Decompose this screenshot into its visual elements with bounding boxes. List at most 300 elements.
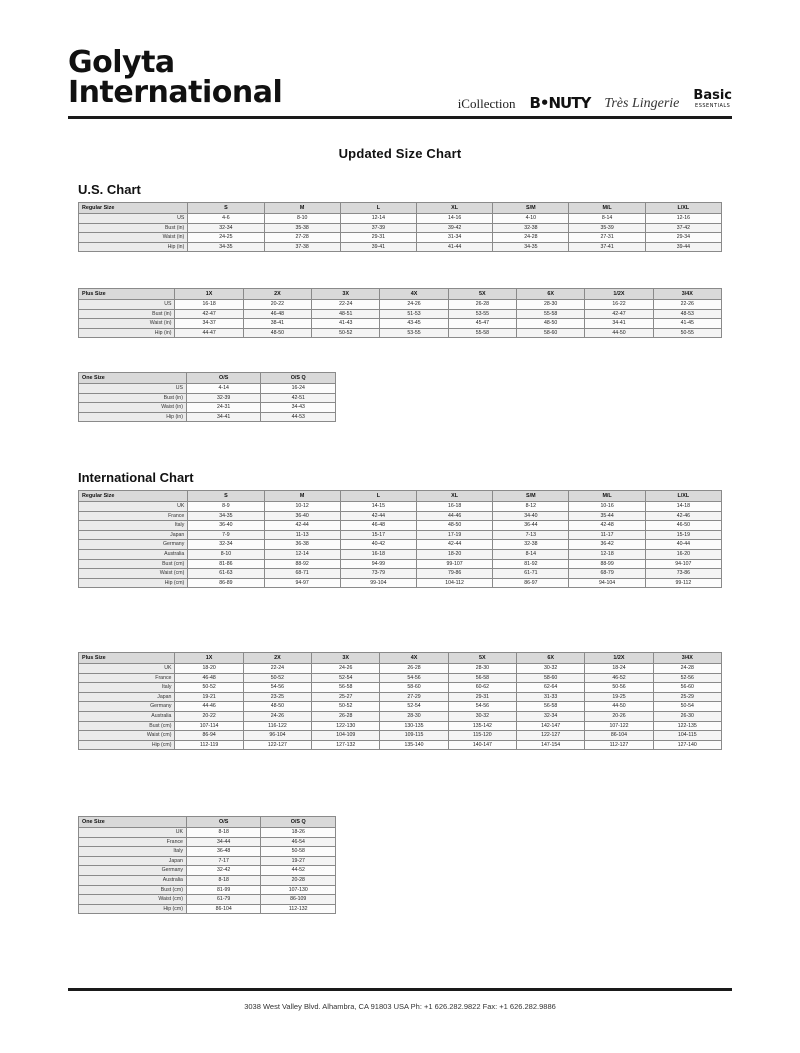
table-cell: 127-132 xyxy=(312,740,380,750)
table-cell: 41-44 xyxy=(417,242,493,252)
table-cell: 37-41 xyxy=(569,242,645,252)
table-cell: 11-13 xyxy=(264,530,340,540)
table-row xyxy=(79,223,722,233)
table-cell: 4-6 xyxy=(188,214,264,224)
column-header-size: O/S xyxy=(186,817,261,828)
table-cell: 46-54 xyxy=(261,837,336,847)
table-row xyxy=(79,521,722,531)
table-cell: 56-58 xyxy=(448,673,516,683)
column-header-size: O/S Q xyxy=(261,817,336,828)
table-cell: 36-42 xyxy=(569,540,645,550)
table-cell: 94-104 xyxy=(569,578,645,588)
table-cell: 42-51 xyxy=(261,393,336,403)
table-cell: 94-107 xyxy=(645,559,721,569)
table-cell: 19-27 xyxy=(261,856,336,866)
table-row xyxy=(79,242,722,252)
column-header-size: 1X xyxy=(175,289,243,300)
table-cell: 52-54 xyxy=(380,702,448,712)
row-label: Italy xyxy=(79,683,175,693)
table-cell: 26-28 xyxy=(380,664,448,674)
table-cell: 20-22 xyxy=(175,711,243,721)
table-cell: 73-86 xyxy=(645,569,721,579)
table-cell: 50-52 xyxy=(312,328,380,338)
table-cell: 142-147 xyxy=(517,721,585,731)
table-row xyxy=(79,866,336,876)
table-cell: 31-33 xyxy=(517,692,585,702)
column-header-size: L xyxy=(340,203,416,214)
footer-address: 3038 West Valley Blvd. Alhambra, CA 91803 USA Ph: +1 626.282.9822 Fax: +1 626.282.9886 xyxy=(244,1002,556,1011)
row-label: Bust (cm) xyxy=(79,721,175,731)
table-row xyxy=(79,711,722,721)
table-cell: 44-50 xyxy=(585,328,653,338)
column-header-size: O/S xyxy=(186,373,261,384)
column-header-size: 4X xyxy=(380,289,448,300)
table-cell: 50-55 xyxy=(653,328,721,338)
table-row xyxy=(79,578,722,588)
table-cell: 37-39 xyxy=(340,223,416,233)
table-cell: 37-42 xyxy=(645,223,721,233)
row-label: Italy xyxy=(79,847,187,857)
table-row xyxy=(79,673,722,683)
table-row xyxy=(79,300,722,310)
table-cell: 14-18 xyxy=(645,502,721,512)
table-cell: 38-41 xyxy=(243,319,311,329)
table-cell: 99-107 xyxy=(417,559,493,569)
row-label: Hip (in) xyxy=(79,328,175,338)
row-label: UK xyxy=(79,828,187,838)
table-cell: 122-127 xyxy=(517,731,585,741)
table-cell: 37-38 xyxy=(264,242,340,252)
brand-tres-lingerie: Très Lingerie xyxy=(604,96,680,111)
table-cell: 35-38 xyxy=(264,223,340,233)
table-cell: 41-43 xyxy=(312,319,380,329)
column-header-size: S xyxy=(188,491,264,502)
table-row xyxy=(79,664,722,674)
row-label: Waist (cm) xyxy=(79,569,188,579)
table-cell: 15-19 xyxy=(645,530,721,540)
column-header-size: 1/2X xyxy=(585,289,653,300)
row-label: US xyxy=(79,300,175,310)
table-row xyxy=(79,549,722,559)
table-cell: 34-35 xyxy=(188,511,264,521)
table-cell: 32-38 xyxy=(493,540,569,550)
table-cell: 24-26 xyxy=(312,664,380,674)
column-header-category: Regular Size xyxy=(79,491,188,502)
table-cell: 29-34 xyxy=(645,233,721,243)
table-cell: 16-18 xyxy=(417,502,493,512)
column-header-category: Plus Size xyxy=(79,289,175,300)
brand-basic-sub: ESSENTIALS xyxy=(695,103,731,109)
table-cell: 28-30 xyxy=(448,664,516,674)
table-cell: 14-15 xyxy=(340,502,416,512)
table-cell: 22-26 xyxy=(653,300,721,310)
table-cell: 19-25 xyxy=(585,692,653,702)
table-cell: 135-140 xyxy=(380,740,448,750)
table-cell: 147-154 xyxy=(517,740,585,750)
table-cell: 42-47 xyxy=(175,309,243,319)
table-cell: 24-31 xyxy=(186,403,261,413)
row-label: Hip (cm) xyxy=(79,904,187,914)
table-cell: 53-55 xyxy=(448,309,516,319)
table-cell: 112-132 xyxy=(261,904,336,914)
table-cell: 8-14 xyxy=(569,214,645,224)
table-cell: 45-47 xyxy=(448,319,516,329)
table-cell: 50-58 xyxy=(261,847,336,857)
table-cell: 22-24 xyxy=(243,664,311,674)
row-label: Bust (in) xyxy=(79,223,188,233)
table-cell: 107-122 xyxy=(585,721,653,731)
table-cell: 12-14 xyxy=(264,549,340,559)
table-cell: 51-53 xyxy=(380,309,448,319)
table-row xyxy=(79,847,336,857)
table-cell: 42-48 xyxy=(569,521,645,531)
table-cell: 12-18 xyxy=(569,549,645,559)
table-cell: 32-42 xyxy=(186,866,261,876)
table-cell: 7-13 xyxy=(493,530,569,540)
table-us-one-size xyxy=(78,372,336,422)
table-cell: 135-142 xyxy=(448,721,516,731)
table-row xyxy=(79,895,336,905)
table-cell: 46-48 xyxy=(175,673,243,683)
table-international-plus-size xyxy=(78,652,722,750)
table-cell: 53-55 xyxy=(380,328,448,338)
table-row xyxy=(79,721,722,731)
column-header-size: 2X xyxy=(243,653,311,664)
table-us-regular-size xyxy=(78,202,722,252)
table-cell: 44-50 xyxy=(585,702,653,712)
table-cell: 34-37 xyxy=(175,319,243,329)
table-cell: 107-130 xyxy=(261,885,336,895)
table-cell: 11-17 xyxy=(569,530,645,540)
column-header-size: 4X xyxy=(380,653,448,664)
table-row xyxy=(79,540,722,550)
table-row xyxy=(79,309,722,319)
table-cell: 29-31 xyxy=(448,692,516,702)
table-cell: 10-16 xyxy=(569,502,645,512)
section-title-international-chart: International Chart xyxy=(78,470,194,485)
table-cell: 44-46 xyxy=(175,702,243,712)
table-cell: 55-58 xyxy=(448,328,516,338)
table-cell: 81-92 xyxy=(493,559,569,569)
column-header-category: Plus Size xyxy=(79,653,175,664)
row-label: Bust (in) xyxy=(79,309,175,319)
header-divider xyxy=(68,116,732,119)
table-cell: 34-44 xyxy=(186,837,261,847)
table-cell: 24-28 xyxy=(493,233,569,243)
brand-logo-bar xyxy=(406,88,732,112)
row-label: Bust (cm) xyxy=(79,559,188,569)
table-cell: 60-62 xyxy=(448,683,516,693)
table-cell: 115-120 xyxy=(448,731,516,741)
table-cell: 36-48 xyxy=(186,847,261,857)
table-cell: 39-44 xyxy=(645,242,721,252)
table-cell: 130-135 xyxy=(380,721,448,731)
table-cell: 28-30 xyxy=(380,711,448,721)
table-cell: 39-41 xyxy=(340,242,416,252)
table-cell: 16-18 xyxy=(340,549,416,559)
table-cell: 26-28 xyxy=(312,711,380,721)
table-cell: 50-56 xyxy=(585,683,653,693)
table-cell: 16-20 xyxy=(645,549,721,559)
table-cell: 73-79 xyxy=(340,569,416,579)
table-header-row xyxy=(79,373,336,384)
table-cell: 8-18 xyxy=(186,875,261,885)
table-row xyxy=(79,511,722,521)
table-header-row xyxy=(79,817,336,828)
table-cell: 40-42 xyxy=(340,540,416,550)
row-label: Hip (in) xyxy=(79,412,187,422)
column-header-size: 3X xyxy=(312,289,380,300)
table-row xyxy=(79,740,722,750)
table-row xyxy=(79,692,722,702)
table-cell: 56-60 xyxy=(653,683,721,693)
table-cell: 104-109 xyxy=(312,731,380,741)
column-header-size: O/S Q xyxy=(261,373,336,384)
table-cell: 32-39 xyxy=(186,393,261,403)
table-cell: 32-34 xyxy=(188,540,264,550)
table-cell: 81-99 xyxy=(186,885,261,895)
column-header-category: One Size xyxy=(79,817,187,828)
footer-divider xyxy=(68,988,732,991)
table-cell: 43-45 xyxy=(380,319,448,329)
table-cell: 22-24 xyxy=(312,300,380,310)
table-cell: 81-86 xyxy=(188,559,264,569)
column-header-size: XL xyxy=(417,491,493,502)
section-title-us-chart: U.S. Chart xyxy=(78,182,141,197)
table-row xyxy=(79,233,722,243)
table-row xyxy=(79,828,336,838)
table-cell: 58-60 xyxy=(517,673,585,683)
table-row xyxy=(79,875,336,885)
column-header-size: 6X xyxy=(517,653,585,664)
table-cell: 27-29 xyxy=(380,692,448,702)
table-cell: 36-40 xyxy=(264,511,340,521)
table-cell: 46-50 xyxy=(645,521,721,531)
table-cell: 10-12 xyxy=(264,502,340,512)
table-cell: 32-34 xyxy=(188,223,264,233)
table-cell: 28-30 xyxy=(517,300,585,310)
table-cell: 48-51 xyxy=(312,309,380,319)
table-cell: 18-24 xyxy=(585,664,653,674)
row-label: UK xyxy=(79,502,188,512)
table-cell: 24-26 xyxy=(243,711,311,721)
table-cell: 86-97 xyxy=(493,578,569,588)
table-cell: 61-63 xyxy=(188,569,264,579)
table-cell: 30-32 xyxy=(517,664,585,674)
table-cell: 86-94 xyxy=(175,731,243,741)
table-cell: 8-14 xyxy=(493,549,569,559)
column-header-size: 1X xyxy=(175,653,243,664)
table-row xyxy=(79,904,336,914)
row-label: Japan xyxy=(79,856,187,866)
table-cell: 44-47 xyxy=(175,328,243,338)
table-cell: 26-28 xyxy=(448,300,516,310)
column-header-size: L/XL xyxy=(645,203,721,214)
table-cell: 31-34 xyxy=(417,233,493,243)
table-cell: 94-99 xyxy=(340,559,416,569)
table-cell: 127-140 xyxy=(653,740,721,750)
table-cell: 15-17 xyxy=(340,530,416,540)
table-row xyxy=(79,384,336,394)
table-cell: 79-86 xyxy=(417,569,493,579)
table-cell: 17-19 xyxy=(417,530,493,540)
table-cell: 86-104 xyxy=(186,904,261,914)
table-cell: 16-24 xyxy=(261,384,336,394)
table-cell: 14-16 xyxy=(417,214,493,224)
table-cell: 86-104 xyxy=(585,731,653,741)
table-row xyxy=(79,530,722,540)
column-header-size: 6X xyxy=(517,289,585,300)
table-row xyxy=(79,559,722,569)
row-label: Australia xyxy=(79,711,175,721)
row-label: Hip (in) xyxy=(79,242,188,252)
column-header-size: M/L xyxy=(569,203,645,214)
column-header-size: 3/4X xyxy=(653,289,721,300)
table-cell: 55-58 xyxy=(517,309,585,319)
table-cell: 116-122 xyxy=(243,721,311,731)
brand-basic xyxy=(693,90,732,112)
table-row xyxy=(79,214,722,224)
table-cell: 56-58 xyxy=(517,702,585,712)
table-cell: 61-71 xyxy=(493,569,569,579)
table-cell: 122-135 xyxy=(653,721,721,731)
table-cell: 25-27 xyxy=(312,692,380,702)
table-header-row xyxy=(79,491,722,502)
row-label: Bust (in) xyxy=(79,393,187,403)
table-cell: 24-26 xyxy=(380,300,448,310)
table-cell: 34-40 xyxy=(493,511,569,521)
table-cell: 48-50 xyxy=(417,521,493,531)
table-cell: 50-54 xyxy=(653,702,721,712)
table-cell: 50-52 xyxy=(243,673,311,683)
table-cell: 104-112 xyxy=(417,578,493,588)
table-row xyxy=(79,502,722,512)
table-cell: 50-52 xyxy=(312,702,380,712)
row-label: Bust (cm) xyxy=(79,885,187,895)
table-cell: 8-18 xyxy=(186,828,261,838)
table-cell: 58-60 xyxy=(517,328,585,338)
table-cell: 42-47 xyxy=(585,309,653,319)
column-header-size: 3/4X xyxy=(653,653,721,664)
table-cell: 94-97 xyxy=(264,578,340,588)
column-header-size: 5X xyxy=(448,653,516,664)
table-cell: 34-35 xyxy=(188,242,264,252)
table-cell: 96-104 xyxy=(243,731,311,741)
table-cell: 36-38 xyxy=(264,540,340,550)
table-cell: 40-44 xyxy=(645,540,721,550)
table-cell: 8-9 xyxy=(188,502,264,512)
table-cell: 12-16 xyxy=(645,214,721,224)
table-row xyxy=(79,412,336,422)
table-cell: 46-48 xyxy=(340,521,416,531)
table-cell: 42-44 xyxy=(264,521,340,531)
column-header-size: S/M xyxy=(493,203,569,214)
table-cell: 7-9 xyxy=(188,530,264,540)
table-cell: 18-26 xyxy=(261,828,336,838)
row-label: US xyxy=(79,384,187,394)
table-cell: 25-29 xyxy=(653,692,721,702)
table-cell: 44-46 xyxy=(417,511,493,521)
table-cell: 27-31 xyxy=(569,233,645,243)
row-label: Hip (cm) xyxy=(79,740,175,750)
table-cell: 34-41 xyxy=(585,319,653,329)
table-cell: 16-22 xyxy=(585,300,653,310)
table-row xyxy=(79,393,336,403)
table-cell: 7-17 xyxy=(186,856,261,866)
table-cell: 56-58 xyxy=(312,683,380,693)
table-cell: 8-10 xyxy=(264,214,340,224)
table-cell: 54-56 xyxy=(243,683,311,693)
table-header-row xyxy=(79,203,722,214)
column-header-size: M xyxy=(264,491,340,502)
table-row xyxy=(79,731,722,741)
table-cell: 41-45 xyxy=(653,319,721,329)
table-row xyxy=(79,702,722,712)
table-row xyxy=(79,856,336,866)
table-cell: 16-18 xyxy=(175,300,243,310)
table-cell: 54-56 xyxy=(448,702,516,712)
table-cell: 8-10 xyxy=(188,549,264,559)
row-label: France xyxy=(79,673,175,683)
table-row xyxy=(79,403,336,413)
table-header-row xyxy=(79,653,722,664)
table-cell: 86-109 xyxy=(261,895,336,905)
table-cell: 54-56 xyxy=(380,673,448,683)
table-cell: 122-130 xyxy=(312,721,380,731)
table-cell: 48-50 xyxy=(243,328,311,338)
column-header-size: XL xyxy=(417,203,493,214)
table-cell: 48-50 xyxy=(517,319,585,329)
table-cell: 34-43 xyxy=(261,403,336,413)
table-row xyxy=(79,319,722,329)
table-cell: 4-14 xyxy=(186,384,261,394)
table-cell: 99-104 xyxy=(340,578,416,588)
column-header-size: L/XL xyxy=(645,491,721,502)
table-cell: 32-38 xyxy=(493,223,569,233)
table-cell: 20-26 xyxy=(585,711,653,721)
table-cell: 48-53 xyxy=(653,309,721,319)
row-label: Hip (cm) xyxy=(79,578,188,588)
table-cell: 46-48 xyxy=(243,309,311,319)
table-cell: 46-52 xyxy=(585,673,653,683)
table-cell: 27-28 xyxy=(264,233,340,243)
table-cell: 61-79 xyxy=(186,895,261,905)
table-cell: 35-44 xyxy=(569,511,645,521)
table-cell: 18-20 xyxy=(175,664,243,674)
table-cell: 109-115 xyxy=(380,731,448,741)
logo-line-1: Golyta xyxy=(68,45,175,80)
table-cell: 24-25 xyxy=(188,233,264,243)
table-cell: 20-28 xyxy=(261,875,336,885)
row-label: France xyxy=(79,837,187,847)
page-title: Updated Size Chart xyxy=(338,146,462,161)
column-header-size: M/L xyxy=(569,491,645,502)
brand-icollection: iCollection xyxy=(457,96,516,111)
table-cell: 4-10 xyxy=(493,214,569,224)
row-label: Germany xyxy=(79,702,175,712)
table-cell: 42-44 xyxy=(417,540,493,550)
table-cell: 107-114 xyxy=(175,721,243,731)
row-label: Waist (cm) xyxy=(79,895,187,905)
table-header-row xyxy=(79,289,722,300)
brand-basic-label: Basic xyxy=(693,88,732,103)
table-cell: 62-64 xyxy=(517,683,585,693)
table-cell: 104-115 xyxy=(653,731,721,741)
table-cell: 34-35 xyxy=(493,242,569,252)
row-label: Waist (cm) xyxy=(79,731,175,741)
table-cell: 88-92 xyxy=(264,559,340,569)
row-label: Waist (in) xyxy=(79,233,188,243)
